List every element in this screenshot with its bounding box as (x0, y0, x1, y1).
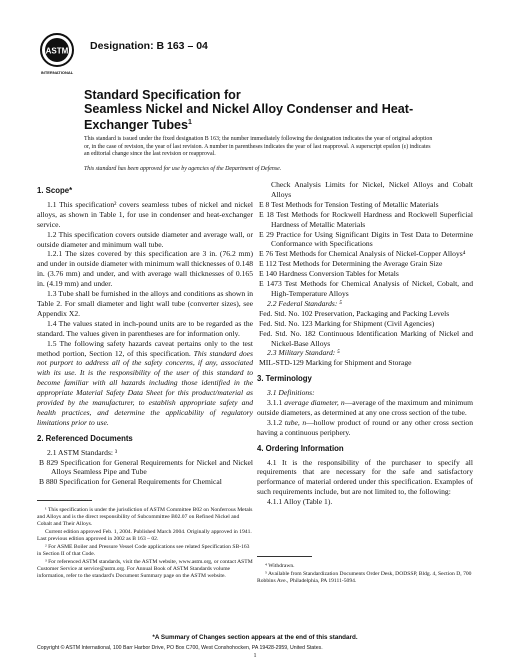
title-line-2: Seamless Nickel and Nickel Alloy Condenser and Heat- (84, 102, 414, 116)
para-1-4: 1.4 The values stated in inch-pound units are to be regarded as the standard. The values given in parentheses are for information only. (37, 318, 253, 338)
scope-heading: 1. Scope* (37, 186, 73, 195)
ref-b829: B 829 Specification for General Requirements for Nickel and Nickel Alloys Seamless Pipe and Tube (39, 457, 253, 477)
ref-e76: E 76 Test Methods for Chemical Analysis of Nickel-Copper Alloys⁴ (259, 249, 466, 259)
para-1-1: 1.1 This specification² covers seamless tubes of nickel and nickel alloys, as shown in Table 1, for use in condenser and heat-exchanger service. (37, 199, 253, 229)
para-1-5-text: 1.5 The following safety hazards caveat pertains only to the test method portion, Section 12, of this specification. (37, 338, 253, 358)
title-footnote-mark: 1 (188, 119, 192, 126)
para-2-1: 2.1 ASTM Standards: ³ (47, 447, 118, 457)
ordering-information-heading: 4. Ordering Information (257, 443, 344, 453)
def-tube: —hollow product of round or any other cross section having a continuous periphery. (257, 417, 473, 437)
para-1-2-1: 1.2.1 The sizes covered by this specification are 3 in. (76.2 mm) and under in outside diameter with minimum wall thicknesses of 0.148 in. (3.76 mm) and under, and with average wall thicknesses of 0.165 in. (4.19 mm) and under. (37, 249, 253, 289)
ref-fed-102: Fed. Std. No. 102 Preservation, Packaging and Packing Levels (259, 308, 450, 318)
referenced-documents-heading: 2. Referenced Documents (37, 433, 133, 443)
para-3-1-1: 3.1.1 average diameter, n—average of the maximum and minimum outside diameters, as determined at any one cross section of the tube. (257, 398, 473, 417)
ref-e112: E 112 Test Methods for Determining the Average Grain Size (259, 259, 443, 269)
ref-e140: E 140 Hardness Conversion Tables for Metals (259, 269, 399, 279)
footnote-3: ³ For referenced ASTM standards, visit the ASTM website, www.astm.org, or contact ASTM Customer Service at service@astm.org. For Annual Book of ASTM Standards volume information, refer to the standard's Document Summary page on the ASTM website. (37, 559, 253, 579)
designation: Designation: B 163 – 04 (90, 40, 208, 52)
logo-text: ASTM (45, 46, 69, 56)
left-column (37, 180, 253, 487)
para-3-1-2: 3.1.2 tube, n—hollow product of round or any other cross section having a continuous periphery. (257, 417, 473, 437)
ref-fed-182: Fed. Std. No. 182 Continuous Identification Marking of Nickel and Nickel-Base Alloys (259, 328, 473, 348)
def-average-diameter: —average of the maximum and minimum outside diameters, as determined at any one cross section of the tube. (257, 398, 473, 417)
ref-b880: B 880 Specification for General Requirements for Chemical (39, 477, 222, 487)
term-average-diameter: average diameter, n (284, 398, 345, 408)
para-2-3: 2.3 Military Standard: ⁵ (267, 348, 340, 358)
para-2-2: 2.2 Federal Standards: ⁵ (267, 298, 342, 308)
footnotes-left (37, 500, 253, 581)
ref-e29: E 29 Practice for Using Significant Digits in Test Data to Determine Conformance with Specifications (259, 229, 473, 249)
para-4-1: 4.1 It is the responsibility of the purchaser to specify all requirements that are necessary for the safe and satisfactory performance of material ordered under this specification. Examples of such requirements include, but are not limited to, the following: (257, 457, 473, 497)
fixed-designation-note: This standard is issued under the fixed designation B 163; the number immediately following the designation indicates the year of original adoption or, in the case of revision, the year of last revision. A number in parentheses indicates the year of last reapproval. A superscript epsilon (ε) indicates an editorial change since the last revision or reapproval. (84, 136, 433, 158)
ref-mil-std-129: MIL-STD-129 Marking for Shipment and Storage (259, 358, 412, 368)
footnotes-right (257, 556, 473, 586)
right-column (257, 180, 473, 507)
para-4-1-1: 4.1.1 Alloy (Table 1). (267, 497, 333, 507)
title-line-3 (84, 116, 424, 132)
ref-e1473: E 1473 Test Methods for Chemical Analysis of Nickel, Cobalt, and High-Temperature Alloys (259, 279, 473, 298)
terminology-heading: 3. Terminology (257, 374, 312, 384)
ref-fed-123: Fed. Std. No. 123 Marking for Shipment (Civil Agencies) (259, 318, 435, 328)
para-1-5-caveat: This standard does not purport to address all of the safety concerns, if any, associated with its use. It is the responsibility of the user of this standard to become familiar with all hazards including those identified in the appropriate Material Safety Data Sheet for this product/material as provided by the manufacturer, to establish appropriate safety and health practices, and determine the applicability of regulatory limitations prior to use. (37, 348, 253, 427)
para-1-2: 1.2 This specification covers outside diameter and average wall, or outside diameter and minimum wall tube. (37, 229, 253, 249)
footnote-5: ⁵ Available from Standardization Documents Order Desk, DODSSP, Bldg. 4, Section D, 700 Robbins Ave., Philadelphia, PA 19111-5094. (257, 571, 472, 584)
copyright-line: Copyright © ASTM International, 100 Barr Harbor Drive, PO Box C700, West Conshohocken, PA 19428-2959, United States. (37, 645, 323, 651)
page-number: 1 (253, 653, 257, 659)
footnote-1: ¹ This specification is under the jurisdiction of ASTM Committee B02 on Nonferrous Metals and Alloys and is the direct responsibility of Subcommittee B02.07 on Refined Nickel and Cobalt and Their Alloys. (37, 507, 253, 527)
para-1-3: 1.3 Tube shall be furnished in the alloys and conditions as shown in Table 2. For small diameter and light wall tube (converter sizes), see Appendix X2. (37, 289, 253, 318)
footnote-2: ² For ASME Boiler and Pressure Vessel Code applications see related Specification SB-163 in Section II of that Code. (37, 544, 250, 557)
summary-of-changes-note: *A Summary of Changes section appears at the end of this standard. (152, 634, 358, 641)
ref-e18: E 18 Test Methods for Rockwell Hardness and Rockwell Superficial Hardness of Metallic Materials (259, 209, 473, 229)
footnote-4: ⁴ Withdrawn. (265, 563, 295, 569)
ref-b880-cont: Check Analysis Limits for Nickel, Nickel Alloys and Cobalt Alloys (271, 180, 473, 199)
astm-logo-icon (37, 32, 77, 76)
para-1-5 (37, 339, 253, 428)
ref-e8: E 8 Test Methods for Tension Testing of Metallic Materials (259, 199, 439, 209)
term-tube: tube, n (284, 417, 307, 427)
para-3-1: 3.1 Definitions: (267, 388, 315, 398)
footnote-rule-right (257, 556, 312, 557)
footnote-rule (37, 500, 92, 501)
title-line-1: Standard Specification for (84, 88, 241, 102)
document-title (84, 88, 424, 132)
dod-approval-note: This standard has been approved for use by agencies of the Department of Defense. (84, 166, 282, 172)
logo-subtext: INTERNATIONAL (40, 70, 74, 75)
astm-logo (37, 32, 77, 76)
title-line-3-text: Exchanger Tubes (84, 118, 189, 133)
footnote-1-edition: Current edition approved Feb. 1, 2004. Published March 2004. Originally approved in 1941. Last previous edition approved in 2002 as B 163 – 02. (37, 529, 252, 542)
